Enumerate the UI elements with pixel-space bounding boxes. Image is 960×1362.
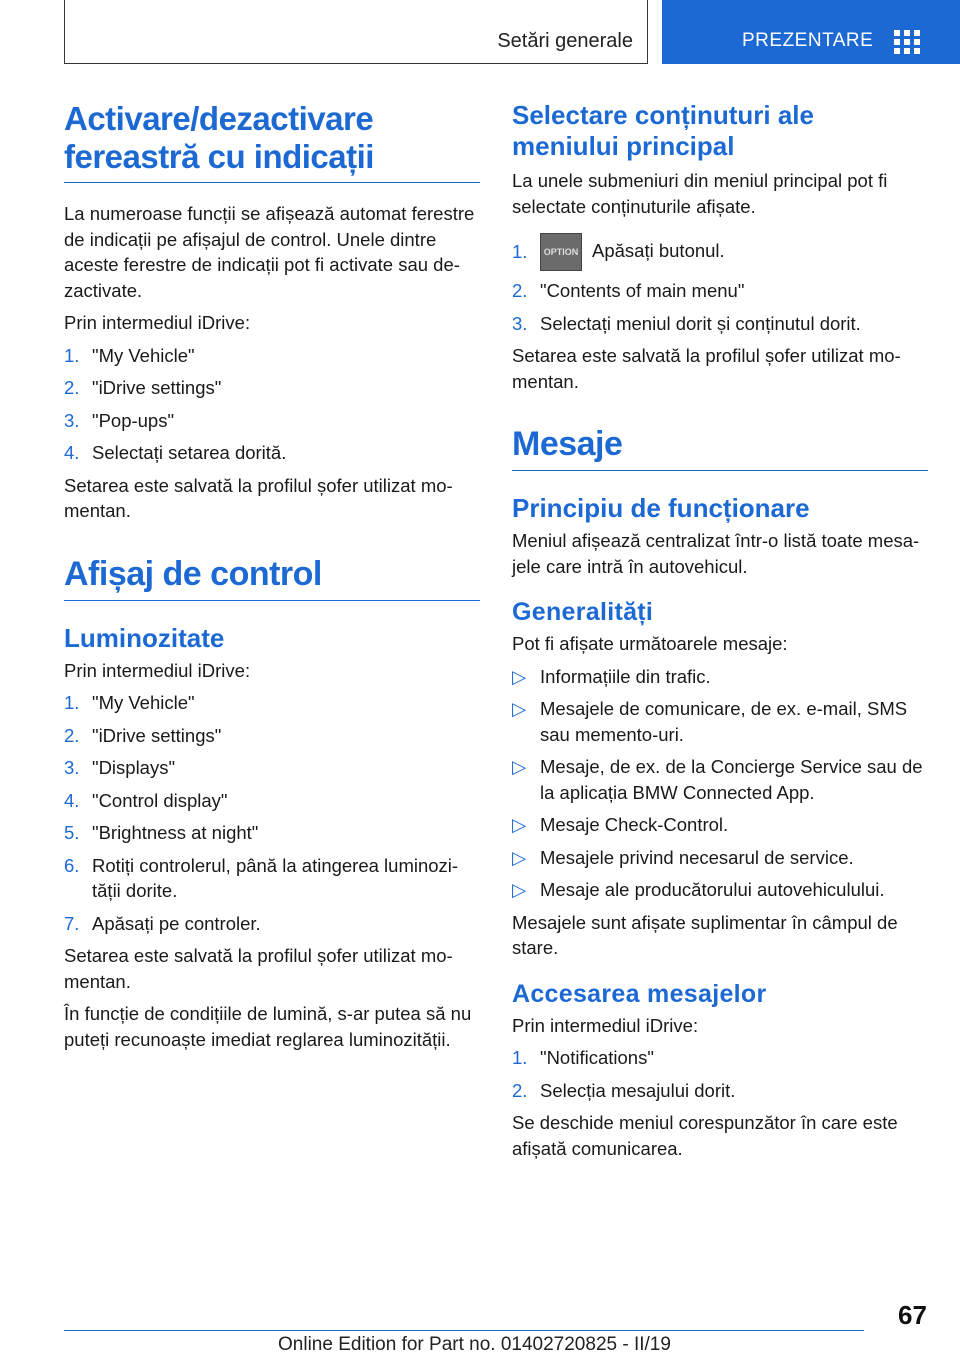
grid-menu-icon[interactable]: [894, 30, 922, 54]
list-item: 3. Selectați meniul dorit și conținutul dorit.: [512, 312, 861, 334]
triangle-bullet-icon: ▷: [512, 756, 527, 777]
can-show-text: Pot fi afișate următoarele mesaje:: [512, 633, 788, 654]
steps-list-main-menu: [512, 233, 928, 336]
triangle-bullet-icon: ▷: [512, 846, 527, 868]
section-heading-block: [64, 100, 480, 183]
option-button-icon: OPTION: [540, 233, 582, 271]
subsection-title-general: Generalități: [512, 598, 654, 626]
list-item: 3. "Pop-ups": [64, 409, 175, 431]
triangle-bullet-icon: ▷: [512, 665, 527, 687]
triangle-bullet-icon: ▷: [512, 814, 527, 835]
list-item: 1. "My Vehicle": [64, 344, 195, 366]
left-column: [64, 100, 480, 1052]
chapter-title-control-display: Afișaj de control: [64, 554, 322, 593]
list-item: 1. OPTION Apăsați butonul.: [512, 233, 928, 271]
list-item: 6. Rotiți controlerul, până la atingerea luminozității dorite.: [64, 854, 459, 901]
steps-list-access: [512, 1045, 928, 1103]
saved-note: Setarea este salvată la profilul șofer utilizat momentan.: [512, 345, 901, 392]
via-idrive-text: Prin intermediul iDrive:: [64, 312, 251, 333]
via-idrive-text: Prin intermediul iDrive:: [512, 1014, 699, 1036]
list-item: ▷ Informațiile din trafic.: [512, 664, 928, 690]
main-menu-intro: La unele submeniuri din meniul principal pot fi selectate conținuturile afișate.: [512, 170, 888, 217]
header-section-title: Setări generale: [497, 30, 633, 52]
list-item: ▷ Mesaje, de ex. de la Concierge Service sau de la aplicația BMW Connected App.: [512, 754, 928, 805]
list-item: 2. "iDrive settings": [64, 377, 222, 398]
message-types-list: [512, 664, 928, 903]
saved-note: Setarea este salvată la profilul șofer utilizat momentan.: [64, 474, 453, 521]
section-title-popups: Activare/dezactivare fereastră cu indicații: [64, 100, 374, 175]
list-item: 7. Apăsați pe controler.: [64, 912, 261, 934]
list-item: 4. "Control display": [64, 789, 228, 811]
status-field-note: Mesajele sunt afișate suplimentar în câmpul de stare.: [512, 911, 898, 958]
page-number: 67: [898, 1300, 927, 1330]
list-item: 2. "Contents of main menu": [512, 280, 745, 301]
chapter-heading-block: [512, 424, 928, 471]
list-item: 1. "Notifications": [512, 1047, 654, 1068]
list-item: ▷ Mesaje Check-Control.: [512, 812, 928, 838]
chapter-heading-block: [64, 554, 480, 601]
intro-paragraph: La numeroase funcții se afișează automat ferestre de indicații pe afișajul de control. Unele dintre aceste ferestre de indicații pot fi activate sau dezactivate.: [64, 203, 475, 301]
list-item: 2. "iDrive settings": [64, 724, 222, 746]
list-item: 3. "Displays": [64, 757, 176, 778]
subsection-title-principle: Principiu de funcționare: [512, 493, 810, 523]
saved-note: Setarea este salvată la profilul șofer utilizat momentan.: [64, 945, 453, 992]
footer-divider: [64, 1330, 864, 1331]
list-item: 4. Selectați setarea dorită.: [64, 442, 287, 463]
footer-edition-text: Online Edition for Part no. 01402720825 - II/19: [278, 1334, 671, 1355]
list-item: 1. "My Vehicle": [64, 692, 195, 713]
header-chapter-tab[interactable]: [662, 0, 960, 64]
subsection-title-main-menu: Selectare conținuturi ale meniului principal: [512, 100, 814, 161]
via-idrive-text: Prin intermediul iDrive:: [64, 659, 251, 681]
right-column: [512, 100, 928, 1161]
subsection-title-brightness: Luminozitate: [64, 622, 225, 653]
chapter-title-messages: Mesaje: [512, 425, 623, 463]
triangle-bullet-icon: ▷: [512, 698, 527, 719]
header-chapter-title: PREZENTARE: [742, 30, 874, 51]
steps-list-brightness: [64, 690, 480, 936]
list-item: 5. "Brightness at night": [64, 822, 259, 843]
final-paragraph: Se deschide meniul corespunzător în care este afișată comunicarea.: [512, 1112, 898, 1159]
list-item: ▷ Mesajele de comunicare, de ex. e-mail, SMS sau memento-uri.: [512, 696, 928, 747]
brightness-note: În funcție de condițiile de lumină, s-ar putea să nu puteți recunoaște imediat reglarea luminozității.: [64, 1003, 472, 1050]
list-item: ▷ Mesaje ale producătorului autovehiculului.: [512, 877, 928, 903]
list-item: 2. Selecția mesajului dorit.: [512, 1079, 736, 1101]
subsection-title-access: Accesarea mesajelor: [512, 979, 767, 1008]
principle-paragraph: Meniul afișează centralizat într-o listă toate mesajele care intră în autovehicul.: [512, 530, 920, 577]
list-item: ▷ Mesajele privind necesarul de service.: [512, 845, 928, 871]
triangle-bullet-icon: ▷: [512, 879, 527, 900]
header-section-box: [64, 0, 648, 64]
steps-list-popups: [64, 343, 480, 466]
